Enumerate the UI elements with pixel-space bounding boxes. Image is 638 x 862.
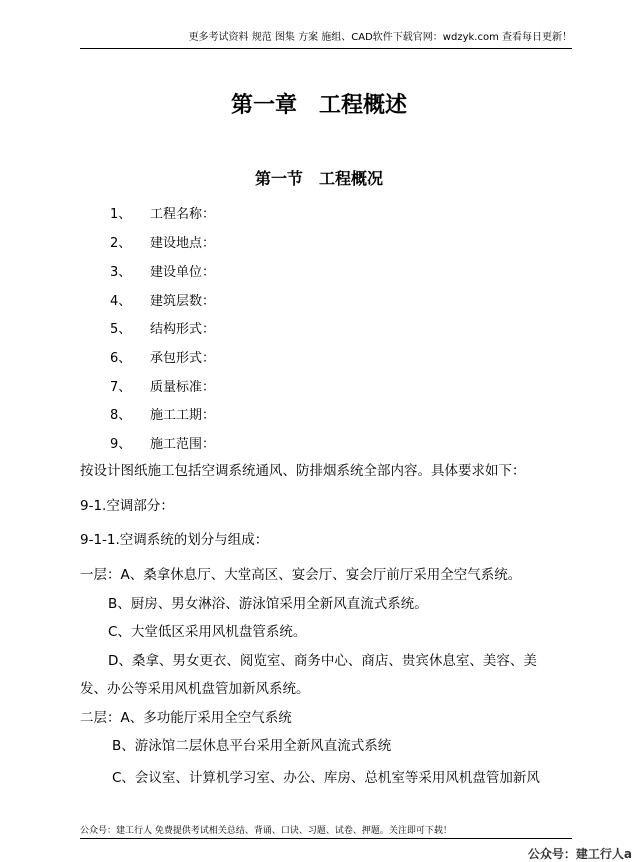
subheading: 9-1-1.空调系统的划分与组成： xyxy=(80,532,269,548)
body-line: D、桑拿、男女更衣、阅览室、商务中心、商店、贵宾休息室、美容、美 xyxy=(108,653,537,669)
footer-divider xyxy=(80,838,572,839)
body-line: 一层：A、桑拿休息厅、大堂高区、宴会厅、宴会厅前厅采用全空气系统。 xyxy=(80,567,522,583)
watermark: 公众号：建工行人a xyxy=(527,847,632,861)
body-line: 发、办公等采用风机盘管加新风系统。 xyxy=(80,681,310,697)
list-item: 6、 承包形式： xyxy=(110,351,216,366)
body-line: B、厨房、男女淋浴、游泳馆采用全新风直流式系统。 xyxy=(108,596,428,612)
list-item: 1、 工程名称： xyxy=(110,207,216,222)
chapter-title: 第一章 工程概述 xyxy=(230,92,407,118)
list-item: 2、 建设地点： xyxy=(110,236,216,251)
page-footer: 公众号：建工行人 免费提供考试相关总结、背诵、口诀、习题、试卷、押题。关注即可下载！ xyxy=(80,826,452,836)
list-item: 8、 施工工期： xyxy=(110,408,216,423)
section-title: 第一节 工程概况 xyxy=(254,169,383,188)
list-item: 9、 施工范围： xyxy=(110,437,216,452)
list-item: 3、 建设单位： xyxy=(110,265,216,280)
subheading: 9-1.空调部分： xyxy=(80,498,174,514)
body-line: C、会议室、计算机学习室、办公、库房、总机室等采用风机盘管加新风 xyxy=(112,770,540,786)
page-header: 更多考试资料 规范 图集 方案 施组、CAD软件下载官网：wdzyk.com 查看每日更新！ xyxy=(80,30,572,49)
list-item: 4、 建筑层数： xyxy=(110,294,216,309)
list-item: 7、 质量标准： xyxy=(110,380,216,395)
body-line: B、游泳馆二层休息平台采用全新风直流式系统 xyxy=(112,738,392,754)
body-paragraph: 按设计图纸施工包括空调系统通风、防排烟系统全部内容。具体要求如下： xyxy=(80,463,526,479)
body-line: 二层：A、多功能厅采用全空气系统 xyxy=(80,710,292,726)
body-line: C、大堂低区采用风机盘管系统。 xyxy=(108,624,307,640)
list-item: 5、 结构形式： xyxy=(110,322,216,337)
